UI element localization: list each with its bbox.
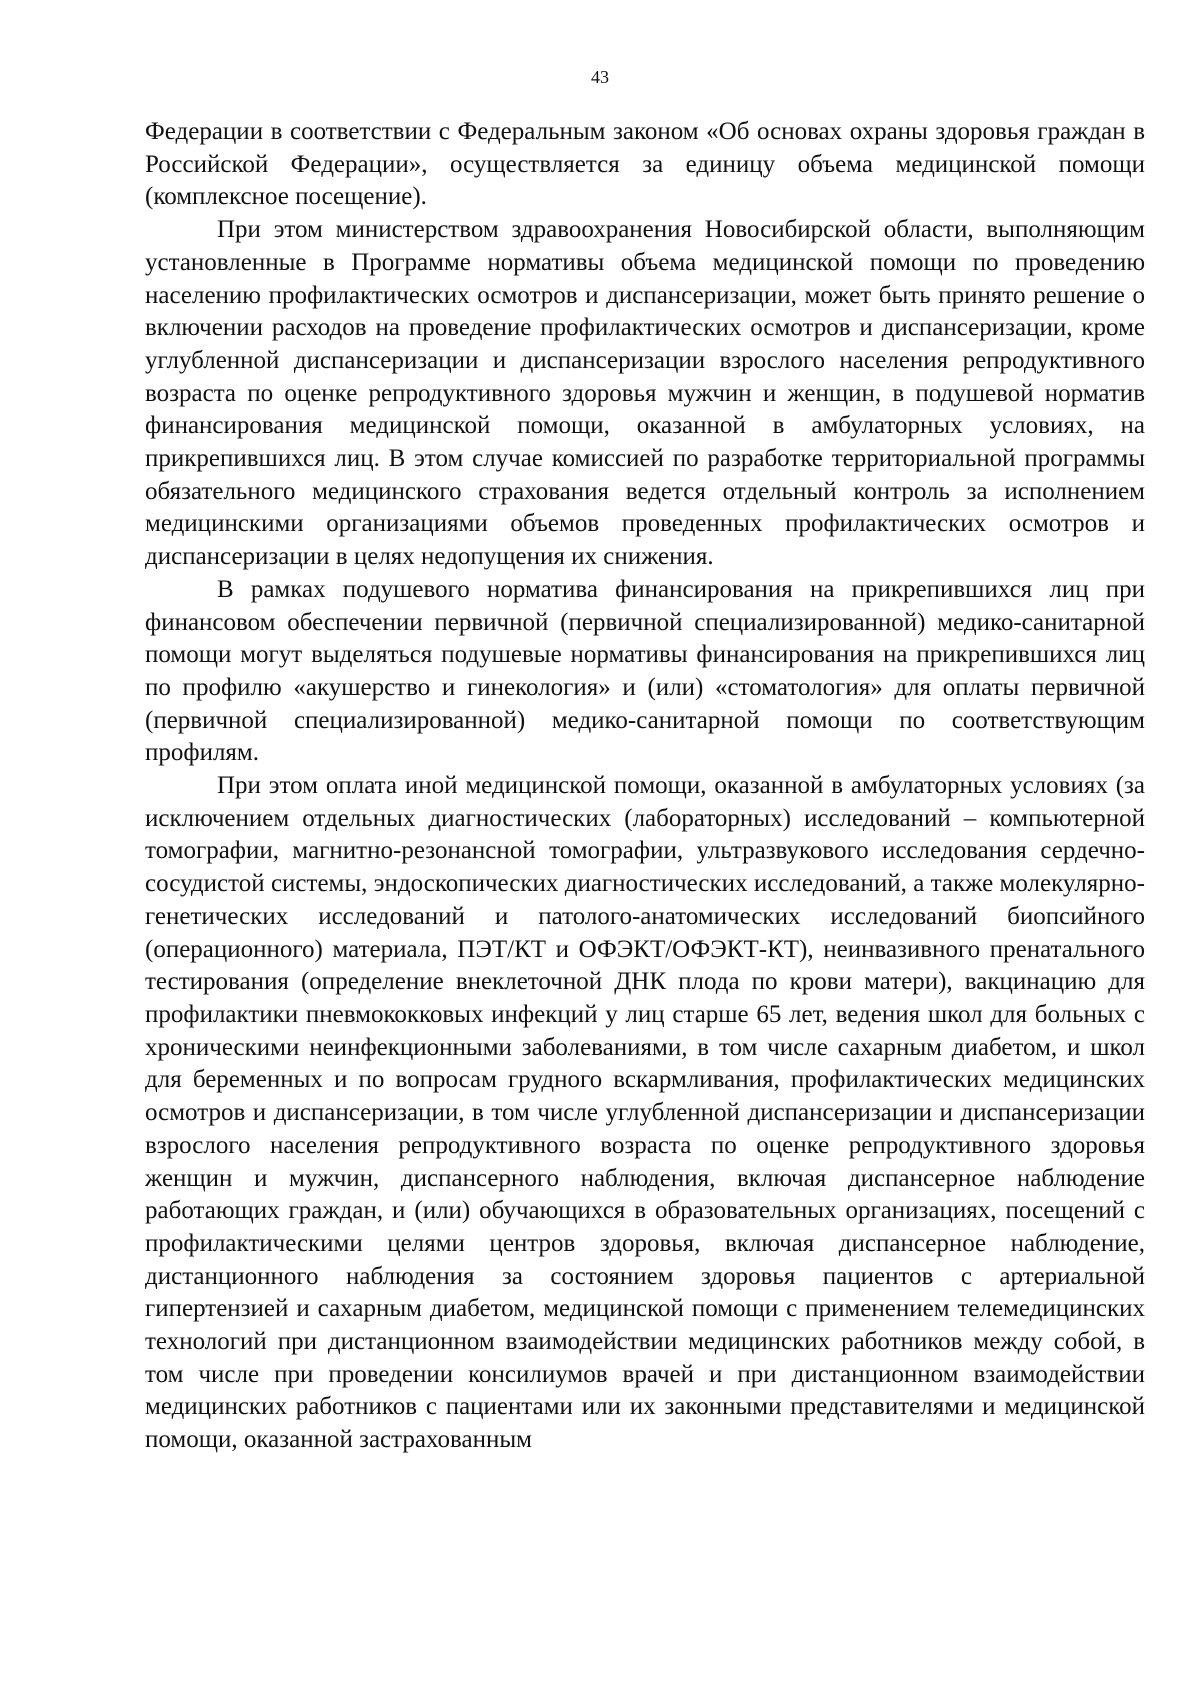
paragraph-screening-funding: При этом министерством здравоохранения Новосибирской области, выполняющим установленные в Программе нормативы объема медицинской помощи по проведению населению профилактических осмотров и диспансеризации, может быть принято решение о включении расходов на проведение профилактических осмотров и диспансеризации, кроме углубленной диспансеризации и диспансеризации взрослого населения репродуктивного возраста по оценке репродуктивного здоровья мужчин и женщин, в подушевой норматив финансирования медицинской помощи, оказанной в амбулаторных условиях, на прикрепившихся лиц. В этом случае комиссией по разработке территориальной программы обязательного медицинского страхования ведется отдельный контроль за исполнением медицинскими организациями объемов проведенных профилактических осмотров и диспансеризации в целях недопущения их снижения. (145, 216, 1145, 571)
page-number: 43 (591, 67, 609, 87)
paragraph-outpatient-payment: При этом оплата иной медицинской помощи, оказанной в амбулаторных условиях (за исключением отдельных диагностических (лабораторных) исследований – компьютерной томографии, магнитно-резонансной томографии, ультразвукового исследования сердечно-сосудистой системы, эндоскопических диагностических исследований, а также молекулярно-генетических исследований и патолого-анатомических исследований биопсийного (операционного) материала, ПЭТ/КТ и ОФЭКТ/ОФЭКТ-КТ), неинвазивного пренатального тестирования (определение внеклеточной ДНК плода по крови матери), вакцинацию для профилактики пневмококковых инфекций у лиц старше 65 лет, ведения школ для больных с хроническими неинфекционными заболеваниями, в том числе сахарным диабетом, и школ для беременных и по вопросам грудного вскармливания, профилактических медицинских осмотров и диспансеризации, в том числе углубленной диспансеризации и диспансеризации взрослого населения репродуктивного возраста по оценке репродуктивного здоровья женщин и мужчин, диспансерного наблюдения, включая диспансерное наблюдение работающих граждан, и (или) обучающихся в образовательных организациях, посещений с профилактическими целями центров здоровья, включая диспансерное наблюдение, дистанционного наблюдения за состоянием здоровья пациентов с артериальной гипертензией и сахарным диабетом, медицинской помощи с применением телемедицинских технологий при дистанционном взаимодействии медицинских работников между собой, в том числе при проведении консилиумов врачей и при дистанционном взаимодействии медицинских работников с пациентами или их законными представителями и медицинской помощи, оказанной застрахованным (145, 772, 1145, 1454)
paragraph-per-capita-standard: В рамках подушевого норматива финансирования на прикрепившихся лиц при финансовом обеспечении первичной (первичной специализированной) медико-санитарной помощи могут выделяться подушевые нормативы финансирования на прикрепившихся лиц по профилю «акушерство и гинекология» и (или) «стоматология» для оплаты первичной (первичной специализированной) медико-санитарной помощи по соответствующим профилям. (145, 575, 1145, 767)
paragraph-continuation: Федерации в соответствии с Федеральным законом «Об основах охраны здоровья граждан в Российской Федерации», осуществляется за единицу объема медицинской помощи (комплексное посещение). (145, 118, 1145, 211)
document-body (145, 116, 1145, 1457)
